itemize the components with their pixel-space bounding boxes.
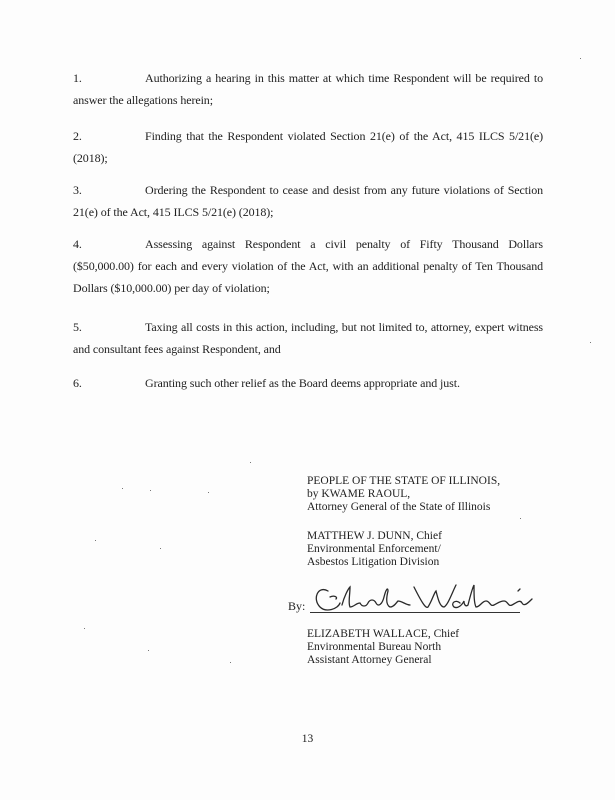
prayer-item-3: [73, 179, 543, 223]
page-number: 13: [301, 733, 314, 745]
item-number: 5.: [73, 320, 82, 334]
signature-line: [310, 612, 520, 613]
prayer-item-2: [73, 125, 543, 169]
item-text: Granting such other relief as the Board deems appropriate and just.: [145, 376, 460, 390]
party-name: PEOPLE OF THE STATE OF ILLINOIS,: [307, 475, 501, 487]
chief-name: MATTHEW J. DUNN, Chief: [307, 530, 442, 542]
signer-title-line-1: Environmental Bureau North: [307, 641, 442, 653]
attorney-general-name: by KWAME RAOUL,: [307, 488, 411, 500]
prayer-item-1: [73, 67, 543, 111]
prayer-item-6: [73, 372, 543, 394]
scan-speck: [148, 650, 149, 651]
item-text: Taxing all costs in this action, including, but not limited to, attorney, expert witness and consultant fees against Respondent, and: [73, 320, 543, 356]
scan-speck: [122, 488, 123, 489]
signer-title-line-2: Assistant Attorney General: [307, 654, 432, 666]
chief-title-line-1: Environmental Enforcement/: [307, 543, 441, 555]
signature-block-signer: [307, 628, 459, 667]
chief-title-line-2: Asbestos Litigation Division: [307, 556, 440, 568]
by-label: By:: [288, 599, 306, 613]
scan-speck: [520, 518, 521, 519]
item-number: 6.: [73, 376, 82, 390]
attorney-general-title: Attorney General of the State of Illinois: [307, 501, 491, 513]
prayer-item-4: [73, 233, 543, 299]
scan-speck: [208, 492, 209, 493]
item-number: 3.: [73, 183, 82, 197]
scan-speck: [230, 662, 231, 663]
signature-block-chief: [307, 530, 442, 569]
item-text: Assessing against Respondent a civil penalty of Fifty Thousand Dollars ($50,000.00) for each and every violation of the Act, with an additional penalty of Ten Thousand Dollars ($10,000.00) per day of violation;: [73, 237, 543, 295]
scan-speck: [84, 628, 85, 629]
scan-speck: [150, 490, 151, 491]
item-number: 2.: [73, 129, 82, 143]
signer-name: ELIZABETH WALLACE, Chief: [307, 628, 460, 640]
item-number: 4.: [73, 237, 82, 251]
item-text: Finding that the Respondent violated Section 21(e) of the Act, 415 ILCS 5/21(e) (2018);: [73, 129, 543, 165]
scan-speck: [160, 548, 161, 549]
prayer-item-5: [73, 316, 543, 360]
scan-speck: [250, 462, 251, 463]
item-text: Ordering the Respondent to cease and desist from any future violations of Section 21(e) of the Act, 415 ILCS 5/21(e) (2018);: [73, 183, 543, 219]
item-text: Authorizing a hearing in this matter at which time Respondent will be required to answer the allegations herein;: [73, 71, 543, 107]
item-number: 1.: [73, 71, 82, 85]
signature-block-party: [307, 475, 500, 514]
scan-speck: [580, 58, 581, 59]
scan-speck: [95, 540, 96, 541]
scan-speck: [590, 342, 591, 343]
